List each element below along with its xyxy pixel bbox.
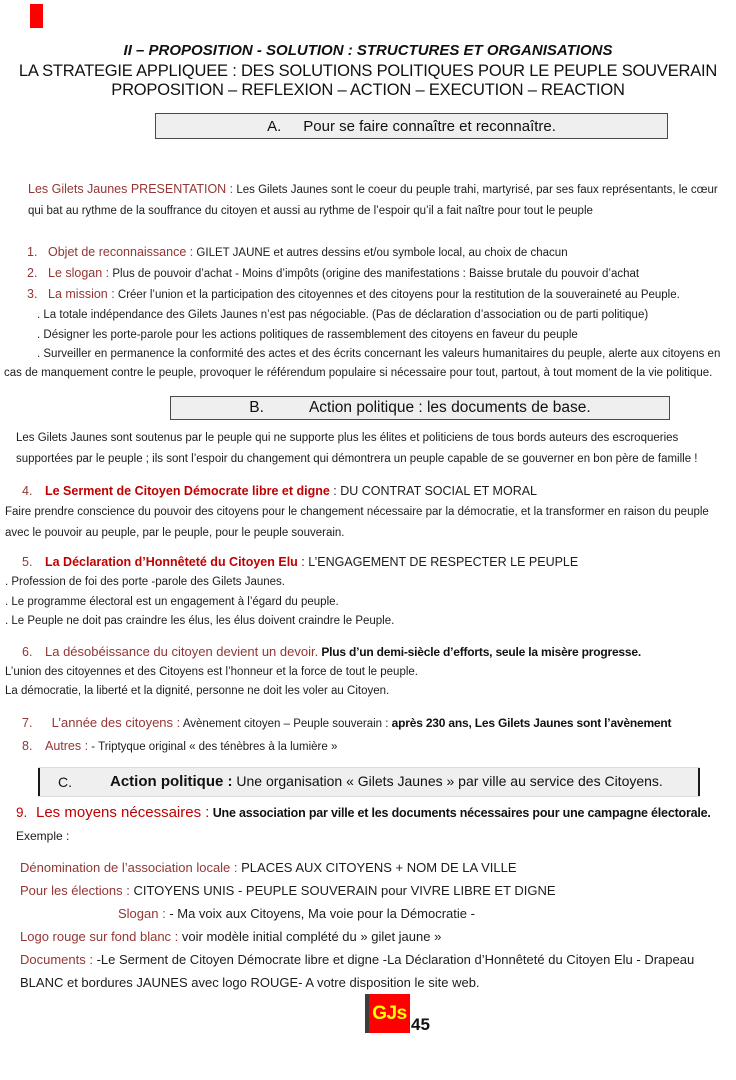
detail-lead: Dénomination de l’association locale : (20, 859, 238, 875)
section-a-label: A. (267, 117, 282, 135)
item-6-heading (22, 641, 736, 663)
item-5-heading (22, 552, 736, 573)
list-item-lead: Objet de reconnaissance : (48, 245, 194, 259)
detail-lead: Pour les élections : (20, 882, 130, 898)
item-4-lead: Le Serment de Citoyen Démocrate libre et digne (45, 484, 330, 498)
section-a-header (155, 113, 668, 139)
detail-lead: Logo rouge sur fond blanc : (20, 928, 179, 944)
list-item (27, 284, 736, 305)
section-b-intro: Les Gilets Jaunes sont soutenus par le peuple qui ne supporte plus les élites et politiciens de tous bords auteurs des escroqueries supportées par le peuple ; ils sont l’espoir du changement qui démontrera un peuple capable de se gouverner en bon père de famille ! (16, 432, 698, 465)
detail-text: voir modèle initial complété du » gilet jaune » (178, 928, 442, 944)
detail-text: PLACES AUX CITOYENS + NOM DE LA VILLE (237, 859, 517, 875)
detail-line-logo (20, 925, 724, 948)
detail-line-documents (20, 948, 724, 994)
item-6 (0, 641, 736, 702)
item-5-sub-line: . Profession de foi des porte -parole des Gilets Jaunes. (5, 576, 285, 588)
page-number: 45 (411, 1015, 430, 1034)
item-5-lead: La Déclaration d’Honnêteté du Citoyen Elu (45, 555, 298, 569)
item-8-lead: Autres : (45, 738, 89, 753)
item-7-number: 7. (22, 715, 33, 730)
item-4-rest: : DU CONTRAT SOCIAL ET MORAL (329, 484, 538, 498)
item-9-number: 9. (16, 804, 28, 820)
presentation-text: Les Gilets Jaunes sont le coeur du peuple trahi, martyrisé, par ses faux représentants, le cœur qui bat au rythme de la souffrance du citoyen et aussi au rythme de l’espoir qu’il a fait naître pour tout le peuple (28, 184, 718, 217)
detail-text: CITOYENS UNIS - PEUPLE SOUVERAIN pour VIVRE LIBRE ET DIGNE (129, 882, 556, 898)
item-6-bold-rest: Plus d’un demi-siècle d’efforts, seule la misère progresse. (318, 644, 641, 659)
example-label: Exemple : (16, 828, 70, 843)
gjs-logo: GJs (365, 994, 410, 1033)
section-b-title: Action politique : les documents de base. (308, 399, 591, 416)
detail-lead: Slogan : (118, 905, 166, 921)
item-8-number: 8. (22, 738, 33, 753)
detail-line-elections (20, 879, 724, 902)
mission-sub-line: . La totale indépendance des Gilets Jaunes n’est pas négociable. (Pas de déclaration d’association ou de parti politique) (37, 309, 649, 321)
item-5-sub-line: . Le programme électoral est un engagement à l’égard du peuple. (5, 595, 339, 608)
section-b-label: B. (249, 399, 264, 416)
item-4-number: 4. (22, 484, 33, 498)
page-footer (365, 994, 430, 1033)
section-c-label: C. (58, 773, 72, 790)
section-c-title-rest: Une organisation « Gilets Jaunes » par ville au service des Citoyens. (236, 773, 663, 789)
page-title: II – PROPOSITION - SOLUTION : STRUCTURES ET ORGANISATIONS (123, 42, 613, 59)
item-6-lead: La désobéissance du citoyen devient un devoir. (45, 643, 319, 659)
item-8 (22, 735, 736, 758)
detail-line-denomination (20, 856, 724, 879)
presentation-paragraph (28, 179, 732, 222)
list-item-number: 1. (27, 245, 38, 259)
item-7-mid: Avènement citoyen – Peuple souverain : (180, 717, 392, 730)
item-6-number: 6. (22, 644, 33, 659)
red-corner-marker (30, 4, 43, 28)
detail-text: - Ma voix aux Citoyens, Ma voie pour la Démocratie - (165, 905, 475, 921)
presentation-lead: Les Gilets Jaunes PRESENTATION : (28, 182, 234, 196)
details-block (20, 856, 724, 994)
list-item-lead: Le slogan : (48, 266, 110, 280)
item-7 (22, 712, 736, 735)
numbered-list-1-3 (0, 242, 736, 383)
item-6-line: L’union des citoyennes et des Citoyens est l’honneur et la force de tout le peuple. (5, 665, 418, 678)
detail-text: -Le Serment de Citoyen Démocrate libre et digne -La Déclaration d’Honnêteté du Citoyen Elu - Drapeau BLANC et bordures JAUNES avec logo ROUGE- A votre disposition le site web. (20, 951, 695, 990)
mission-sub-line: . Surveiller en permanence la conformité des actes et des écrits concernant les valeurs humanitaires du peuple, alerte aux citoyens en cas de manquement contre le peuple, provoquer le référendum populaire si nécessaire pour tout, partout, à tout moment de la vie politique. (4, 348, 721, 379)
section-c-header (38, 768, 700, 796)
item-5-sub-line: . Le Peuple ne doit pas craindre les élus, les élus doivent craindre le Peuple. (5, 615, 395, 627)
item-7-bold: après 230 ans, Les Gilets Jaunes sont l’avènement (391, 715, 672, 730)
section-a-title: Pour se faire connaître et reconnaître. (303, 117, 556, 135)
section-b-header (170, 396, 670, 420)
item-5 (0, 552, 736, 632)
item-8-text: - Triptyque original « des ténèbres à la lumière » (88, 740, 338, 753)
item-9 (16, 802, 736, 824)
item-7-lead: L’année des citoyens : (48, 714, 181, 730)
item-4 (0, 481, 736, 543)
detail-lead: Documents : (20, 951, 93, 967)
mission-sub-line: . Désigner les porte-parole pour les actions politiques de rassemblement des citoyens en faveur du peuple (37, 329, 578, 341)
section-c-title-bold: Action politique : (110, 773, 233, 790)
list-item-lead: La mission : (48, 287, 115, 301)
detail-line-slogan (118, 902, 724, 925)
section-c-title (110, 773, 663, 790)
list-item (27, 242, 736, 263)
item-6-line: La démocratie, la liberté et la dignité, personne ne doit les voler au Citoyen. (5, 685, 390, 697)
page-subtitle-2: PROPOSITION – REFLEXION – ACTION – EXECUTION – REACTION (111, 81, 625, 99)
item-9-bold: Une association par ville et les documents nécessaires pour une campagne électorale. (209, 805, 711, 820)
item-4-heading (22, 481, 736, 502)
item-5-rest: : L’ENGAGEMENT DE RESPECTER LE PEUPLE (297, 555, 579, 569)
item-5-number: 5. (22, 555, 33, 569)
list-item-number: 3. (27, 287, 38, 301)
list-item (27, 263, 736, 284)
item-9-lead: Les moyens nécessaires : (36, 803, 210, 821)
list-item-text: Créer l’union et la participation des citoyennes et des citoyens pour la restitution de la souveraineté au Peuple. (114, 289, 680, 301)
page-subtitle-1: LA STRATEGIE APPLIQUEE : DES SOLUTIONS POLITIQUES POUR LE PEUPLE SOUVERAIN (18, 62, 718, 80)
list-item-text: Plus de pouvoir d’achat - Moins d’impôts (origine des manifestations : Baisse brutale du pouvoir d’achat (109, 268, 640, 280)
item-4-body: Faire prendre conscience du pouvoir des citoyens pour le changement nécessaire par la démocratie, et la transformer en raison du peuple avec le pouvoir au peuple, par le peuple, pour le peuple souverain. (5, 506, 709, 539)
list-item-text: GILET JAUNE et autres dessins et/ou symbole local, au choix de chacun (193, 247, 568, 259)
list-item-number: 2. (27, 266, 38, 280)
